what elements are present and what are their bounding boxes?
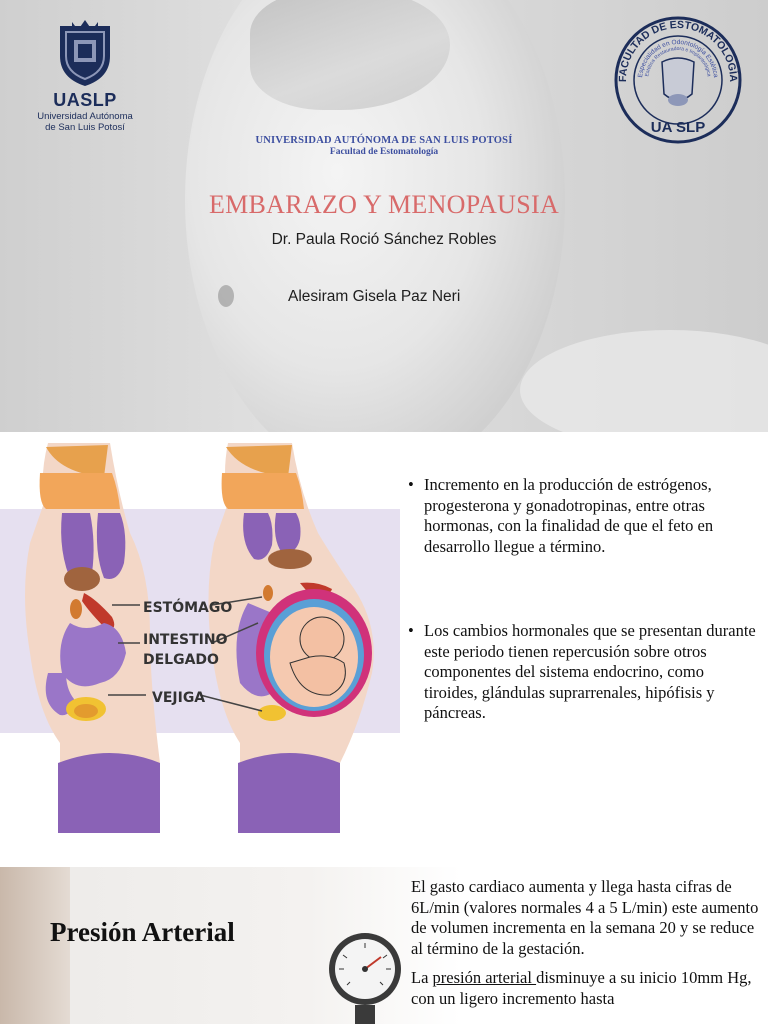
- arm-shape: [520, 330, 768, 432]
- slide-title: Presión Arterial: [50, 917, 235, 947]
- tooth-icon: [662, 58, 694, 100]
- uaslp-logo: [30, 18, 140, 133]
- hormones-slide: [0, 433, 768, 837]
- pregnancy-anatomy-illustration: [0, 433, 400, 833]
- blood-pressure-text: [411, 877, 761, 1009]
- hormone-bullets: [408, 475, 758, 724]
- uaslp-subtitle-1: Universidad Autónoma: [37, 111, 133, 122]
- navel-shape: [218, 285, 234, 307]
- author-professor: Dr. Paula Roció Sánchez Robles: [271, 231, 497, 248]
- blood-pressure-slide: [0, 867, 768, 1024]
- label-intestine-2: DELGADO: [143, 652, 219, 668]
- faculty-logo: [612, 14, 744, 146]
- bullet-item: • Los cambios hormonales que se presentan durante este periodo tienen repercusión sobre otros componentes del sistema endocrino, como tiroides, glándulas suprarrenales, hipófisis y páncreas.: [408, 621, 758, 724]
- faculty-name: Facultad de Estomatología: [329, 147, 439, 157]
- underlined-term: presión arterial: [432, 967, 537, 987]
- title-slide: [0, 0, 768, 432]
- paragraph-rest: disminuye a su inicio 10mm Hg, con un ligero incremento hasta: [411, 967, 752, 1008]
- faculty-ring-text: FACULTAD DE ESTOMATOLOGÍA: [616, 18, 740, 83]
- paragraph-prefix: La: [411, 967, 433, 987]
- label-bladder: VEJIGA: [152, 690, 206, 706]
- label-stomach: ESTÓMAGO: [143, 600, 233, 616]
- uaslp-subtitle-2: de San Luis Potosí: [45, 122, 125, 133]
- faculty-inner-text-2: Estética Restauradora e Implantológica: [644, 45, 712, 77]
- faculty-inner-text: Especialidad en Odontología Estética: [637, 38, 719, 78]
- uaslp-shield-icon: [52, 18, 118, 88]
- paragraph-cardiac-output: El gasto cardiaco aumenta y llega hasta cifras de 6L/min (valores normales 4 a 5 L/min) este aumento de volumen incrementa en la semana 20 y se reduce al término de la gestación.: [411, 877, 759, 959]
- author-student: Alesiram Gisela Paz Neri: [288, 288, 461, 305]
- paragraph-pressure: [411, 968, 761, 1009]
- uaslp-name: UASLP: [53, 90, 117, 110]
- sphygmomanometer-icon: [325, 929, 405, 1024]
- label-intestine-1: INTESTINO: [143, 632, 228, 648]
- bullet-item: • Incremento en la producción de estrógenos, progesterona y gonadotropinas, entre otras hormonas, con la finalidad de que el feto en desarrollo llegue a término.: [408, 475, 758, 557]
- presentation-title: EMBARAZO Y MENOPAUSIA: [208, 190, 560, 219]
- faculty-bottom-text: UA SLP: [650, 119, 706, 136]
- university-name: UNIVERSIDAD AUTÓNOMA DE SAN LUIS POTOSÍ: [255, 135, 513, 146]
